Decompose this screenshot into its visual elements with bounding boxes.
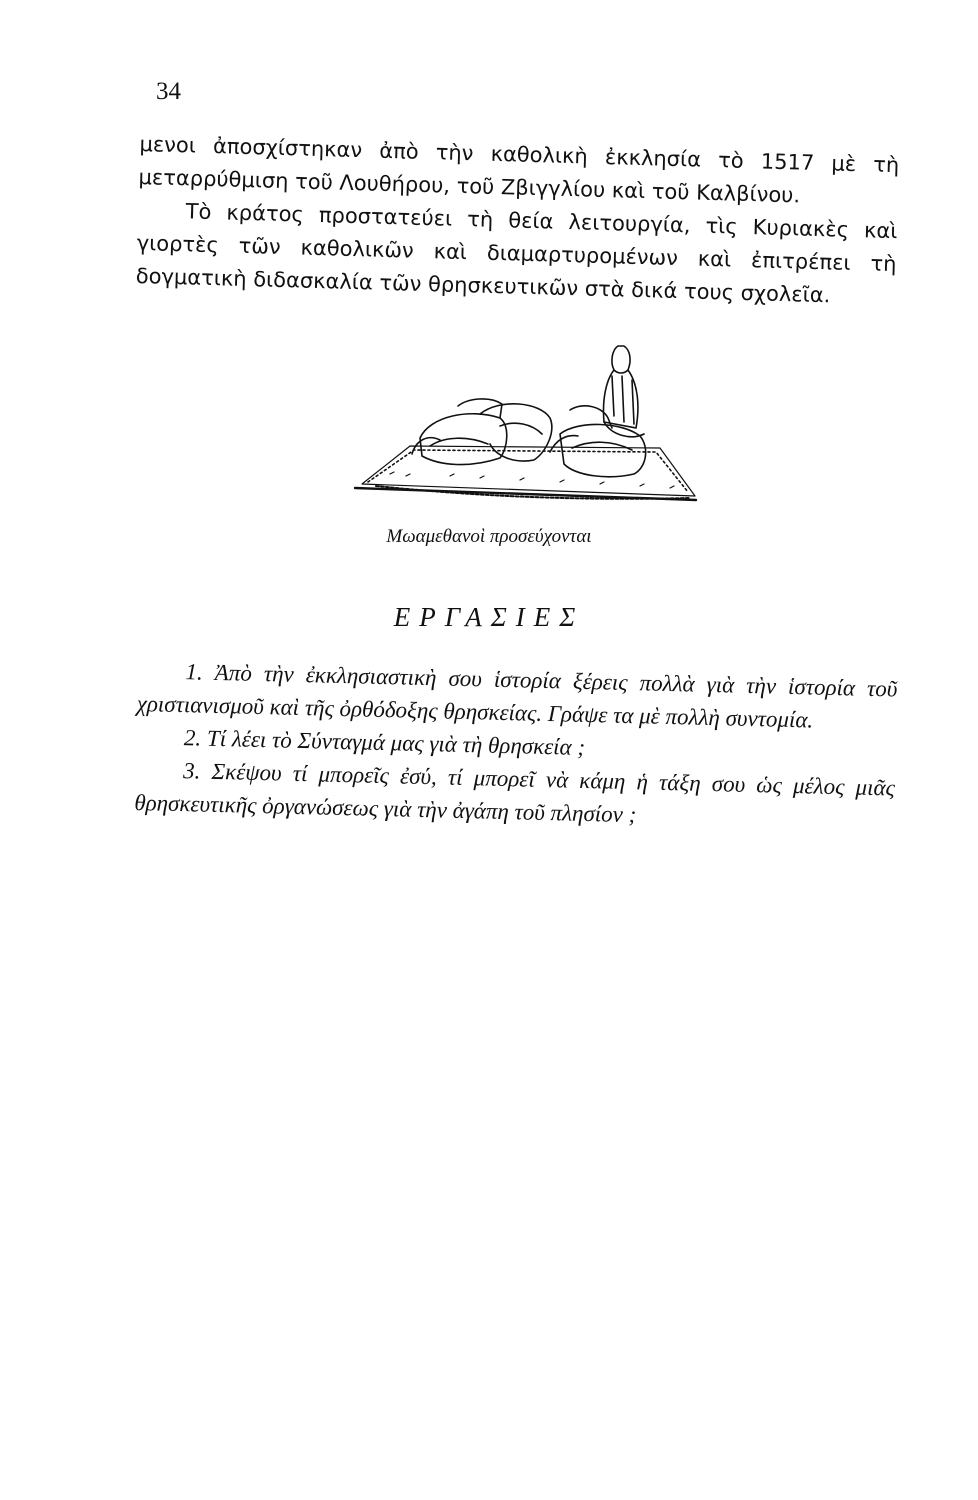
section-title: ΕΡΓΑΣΙΕΣ <box>393 602 585 632</box>
praying-figures-illustration <box>350 336 700 508</box>
body-text <box>135 128 899 314</box>
exercise-item: 3. Σκέψου τί μπορεῖς ἐσύ, τί μπορεῖ νὰ κάμη ἡ τάξη σου ὡς μέλος μιᾶς θρησκευτικῆς ὀργανώσεως γιὰ τὴν ἀγάπη τοῦ πλησίον ; <box>134 758 896 828</box>
exercise-item: 1. Ἀπὸ τὴν ἐκκλησιαστικὴ σου ἱστορία ξέρεις πολλὰ γιὰ τὴν ἱστορία τοῦ χριστιανισμοῦ καὶ τῆς ὀρθόδοξης θρησκείας. Γράψε τα μὲ πολλὴ συντομία. <box>136 659 898 733</box>
body-paragraph: μενοι ἀποσχίστηκαν ἀπὸ τὴν καθολικὴ ἐκκλησία τὸ 1517 μὲ τὴ μεταρρύθμιση τοῦ Λουθήρου, τοῦ Ζβιγγλίου καὶ τοῦ Καλβίνου. <box>138 131 900 208</box>
exercise-item: 2. Τί λέει τὸ Σύνταγμά μας γιὰ τὴ θρησκεία ; <box>183 725 586 760</box>
page-number: 34 <box>156 78 181 105</box>
body-paragraph: Τὸ κράτος προστατεύει τὴ θεία λειτουργία, τὶς Κυριακὲς καὶ γιορτὲς τῶν καθολικῶν καὶ διαμαρτυρομένων καὶ ἐπιτρέπει τὴ δογματικὴ διδασκαλία τῶν θρησκευτικῶν στὰ δικά τους σχολεῖα. <box>135 199 898 308</box>
figure-caption: Μωαμεθανοὶ προσεύχονται <box>386 526 592 547</box>
exercise-list <box>134 654 898 838</box>
